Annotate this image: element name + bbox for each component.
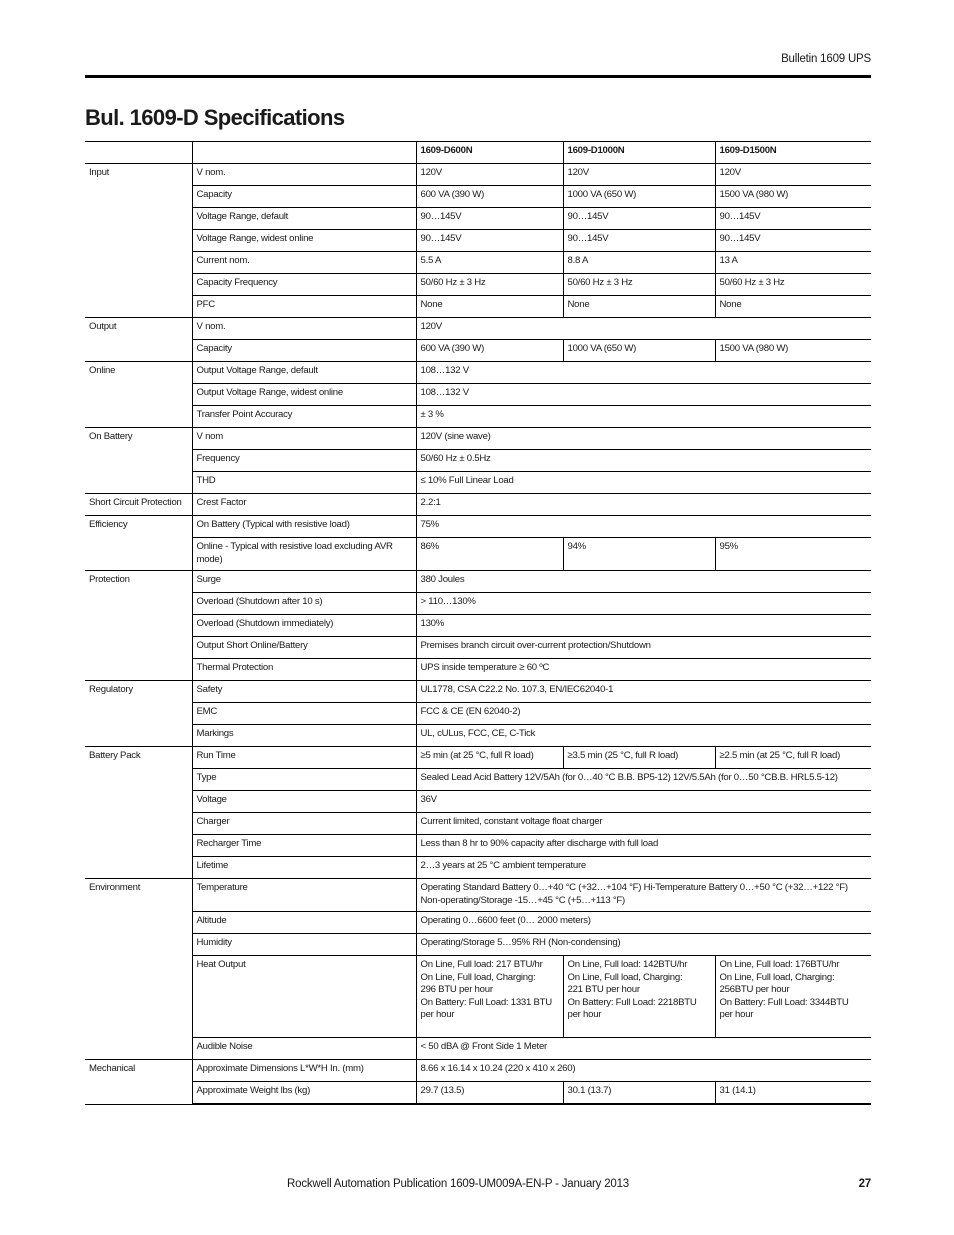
value-cell-spanning: FCC & CE (EN 62040-2) bbox=[416, 703, 871, 725]
category-cell: Online bbox=[85, 362, 192, 428]
value-cell: 50/60 Hz ± 3 Hz bbox=[563, 274, 715, 296]
value-cell: 90…145V bbox=[416, 230, 563, 252]
value-cell-spanning: Operating 0…6600 feet (0… 2000 meters) bbox=[416, 912, 871, 934]
spec-row bbox=[85, 296, 871, 318]
spec-row bbox=[85, 813, 871, 835]
spec-row bbox=[85, 725, 871, 747]
value-cell: 1000 VA (650 W) bbox=[563, 186, 715, 208]
spec-row bbox=[85, 637, 871, 659]
spec-row bbox=[85, 472, 871, 494]
parameter-cell: Voltage bbox=[192, 791, 416, 813]
parameter-cell: Approximate Dimensions L*W*H In. (mm) bbox=[192, 1060, 416, 1082]
value-cell: On Line, Full load: 176BTU/hr On Line, Full load, Charging: 256BTU per hour On Battery: Full Load: 3344BTU per hour bbox=[715, 956, 871, 1038]
model-header: 1609-D600N bbox=[416, 142, 563, 164]
parameter-cell: EMC bbox=[192, 703, 416, 725]
parameter-cell: Heat Output bbox=[192, 956, 416, 1038]
parameter-cell: Thermal Protection bbox=[192, 659, 416, 681]
spec-row bbox=[85, 934, 871, 956]
spec-row bbox=[85, 384, 871, 406]
value-cell-spanning: 120V bbox=[416, 318, 871, 340]
value-cell-spanning: ≤ 10% Full Linear Load bbox=[416, 472, 871, 494]
parameter-cell: Capacity bbox=[192, 340, 416, 362]
value-cell-spanning: Operating Standard Battery 0…+40 °C (+32…+104 °F) Hi-Temperature Battery 0…+50 °C (+32…+122 °F) Non-operating/Storage -15…+45 °C (+5…+113 °F) bbox=[416, 879, 871, 912]
spec-row bbox=[85, 186, 871, 208]
value-cell: 31 (14.1) bbox=[715, 1082, 871, 1105]
spec-row bbox=[85, 450, 871, 472]
value-cell: ≥5 min (at 25 °C, full R load) bbox=[416, 747, 563, 769]
parameter-cell: Current nom. bbox=[192, 252, 416, 274]
model-header: 1609-D1500N bbox=[715, 142, 871, 164]
spec-row bbox=[85, 164, 871, 186]
parameter-cell: Audible Noise bbox=[192, 1038, 416, 1060]
value-cell-spanning: Operating/Storage 5…95% RH (Non-condensing) bbox=[416, 934, 871, 956]
parameter-cell: V nom. bbox=[192, 164, 416, 186]
model-header-row bbox=[85, 142, 871, 164]
category-cell: Protection bbox=[85, 571, 192, 681]
value-cell: 90…145V bbox=[715, 230, 871, 252]
value-cell-spanning: 50/60 Hz ± 0.5Hz bbox=[416, 450, 871, 472]
spec-row bbox=[85, 879, 871, 912]
value-cell-spanning: > 110…130% bbox=[416, 593, 871, 615]
parameter-cell: Altitude bbox=[192, 912, 416, 934]
value-cell: 90…145V bbox=[563, 230, 715, 252]
parameter-cell: Voltage Range, widest online bbox=[192, 230, 416, 252]
parameter-cell: Charger bbox=[192, 813, 416, 835]
category-cell: Input bbox=[85, 164, 192, 318]
value-cell: ≥3.5 min (25 °C, full R load) bbox=[563, 747, 715, 769]
value-cell: 8.8 A bbox=[563, 252, 715, 274]
value-cell: 50/60 Hz ± 3 Hz bbox=[416, 274, 563, 296]
value-cell: 90…145V bbox=[715, 208, 871, 230]
blank-header-cell bbox=[192, 142, 416, 164]
running-header: Bulletin 1609 UPS bbox=[781, 53, 871, 65]
parameter-cell: Output Voltage Range, default bbox=[192, 362, 416, 384]
spec-row bbox=[85, 593, 871, 615]
specifications-table bbox=[85, 141, 871, 1105]
value-cell: 29.7 (13.5) bbox=[416, 1082, 563, 1105]
category-cell: Output bbox=[85, 318, 192, 362]
value-cell: On Line, Full load: 142BTU/hr On Line, Full load, Charging: 221 BTU per hour On Battery: Full Load: 2218BTU per hour bbox=[563, 956, 715, 1038]
value-cell: ≥2.5 min (at 25 °C, full R load) bbox=[715, 747, 871, 769]
spec-row bbox=[85, 791, 871, 813]
spec-row bbox=[85, 956, 871, 1038]
value-cell: 1500 VA (980 W) bbox=[715, 186, 871, 208]
value-cell-spanning: < 50 dBA @ Front Side 1 Meter bbox=[416, 1038, 871, 1060]
value-cell: 1000 VA (650 W) bbox=[563, 340, 715, 362]
value-cell: 86% bbox=[416, 538, 563, 571]
parameter-cell: Recharger Time bbox=[192, 835, 416, 857]
value-cell-spanning: 120V (sine wave) bbox=[416, 428, 871, 450]
category-cell: Environment bbox=[85, 879, 192, 1060]
parameter-cell: Crest Factor bbox=[192, 494, 416, 516]
category-cell: Efficiency bbox=[85, 516, 192, 571]
value-cell: 50/60 Hz ± 3 Hz bbox=[715, 274, 871, 296]
parameter-cell: Overload (Shutdown immediately) bbox=[192, 615, 416, 637]
spec-row bbox=[85, 494, 871, 516]
spec-row bbox=[85, 769, 871, 791]
value-cell-spanning: ± 3 % bbox=[416, 406, 871, 428]
value-cell-spanning: UL, cULus, FCC, CE, C-Tick bbox=[416, 725, 871, 747]
value-cell-spanning: UPS inside temperature ≥ 60 ºC bbox=[416, 659, 871, 681]
spec-row bbox=[85, 406, 871, 428]
parameter-cell: V nom. bbox=[192, 318, 416, 340]
value-cell: 120V bbox=[715, 164, 871, 186]
value-cell-spanning: Sealed Lead Acid Battery 12V/5Ah (for 0…40 °C B.B. BP5-12) 12V/5.5Ah (for 0…50 °CB.B. HRL5.5-12) bbox=[416, 769, 871, 791]
value-cell-spanning: 108…132 V bbox=[416, 384, 871, 406]
value-cell: None bbox=[563, 296, 715, 318]
spec-row bbox=[85, 362, 871, 384]
value-cell: None bbox=[715, 296, 871, 318]
parameter-cell: Type bbox=[192, 769, 416, 791]
spec-row bbox=[85, 615, 871, 637]
parameter-cell: Markings bbox=[192, 725, 416, 747]
spec-row bbox=[85, 659, 871, 681]
parameter-cell: Output Short Online/Battery bbox=[192, 637, 416, 659]
value-cell: 600 VA (390 W) bbox=[416, 340, 563, 362]
parameter-cell: Overload (Shutdown after 10 s) bbox=[192, 593, 416, 615]
category-cell: Battery Pack bbox=[85, 747, 192, 879]
value-cell-spanning: 75% bbox=[416, 516, 871, 538]
value-cell-spanning: 36V bbox=[416, 791, 871, 813]
parameter-cell: Transfer Point Accuracy bbox=[192, 406, 416, 428]
spec-row bbox=[85, 538, 871, 571]
spec-row bbox=[85, 681, 871, 703]
publication-info: Rockwell Automation Publication 1609-UM009A-EN-P - January 2013 bbox=[287, 1178, 629, 1190]
spec-row bbox=[85, 274, 871, 296]
spec-row bbox=[85, 857, 871, 879]
value-cell: 600 VA (390 W) bbox=[416, 186, 563, 208]
spec-row bbox=[85, 428, 871, 450]
parameter-cell: Run Time bbox=[192, 747, 416, 769]
spec-row bbox=[85, 703, 871, 725]
spec-row bbox=[85, 835, 871, 857]
spec-row bbox=[85, 571, 871, 593]
spec-row bbox=[85, 230, 871, 252]
value-cell: None bbox=[416, 296, 563, 318]
parameter-cell: THD bbox=[192, 472, 416, 494]
value-cell-spanning: 8.66 x 16.14 x 10.24 (220 x 410 x 260) bbox=[416, 1060, 871, 1082]
category-cell: On Battery bbox=[85, 428, 192, 494]
value-cell: 94% bbox=[563, 538, 715, 571]
parameter-cell: Approximate Weight lbs (kg) bbox=[192, 1082, 416, 1105]
parameter-cell: PFC bbox=[192, 296, 416, 318]
value-cell-spanning: Premises branch circuit over-current protection/Shutdown bbox=[416, 637, 871, 659]
parameter-cell: Capacity Frequency bbox=[192, 274, 416, 296]
parameter-cell: Voltage Range, default bbox=[192, 208, 416, 230]
value-cell: 90…145V bbox=[563, 208, 715, 230]
parameter-cell: Frequency bbox=[192, 450, 416, 472]
value-cell-spanning: 2.2:1 bbox=[416, 494, 871, 516]
parameter-cell: Safety bbox=[192, 681, 416, 703]
header-rule bbox=[85, 75, 871, 78]
spec-row bbox=[85, 1038, 871, 1060]
value-cell-spanning: UL1778, CSA C22.2 No. 107.3, EN/IEC62040-1 bbox=[416, 681, 871, 703]
value-cell: 95% bbox=[715, 538, 871, 571]
spec-row bbox=[85, 747, 871, 769]
value-cell-spanning: 380 Joules bbox=[416, 571, 871, 593]
parameter-cell: On Battery (Typical with resistive load) bbox=[192, 516, 416, 538]
value-cell-spanning: Current limited, constant voltage float charger bbox=[416, 813, 871, 835]
value-cell: 120V bbox=[563, 164, 715, 186]
parameter-cell: Online - Typical with resistive load excluding AVR mode) bbox=[192, 538, 416, 571]
spec-row bbox=[85, 340, 871, 362]
page-title: Bul. 1609-D Specifications bbox=[85, 105, 345, 130]
value-cell: 13 A bbox=[715, 252, 871, 274]
parameter-cell: Capacity bbox=[192, 186, 416, 208]
category-cell: Short Circuit Protection bbox=[85, 494, 192, 516]
spec-row bbox=[85, 1082, 871, 1105]
blank-header-cell bbox=[85, 142, 192, 164]
value-cell: 30.1 (13.7) bbox=[563, 1082, 715, 1105]
value-cell: 120V bbox=[416, 164, 563, 186]
parameter-cell: V nom bbox=[192, 428, 416, 450]
parameter-cell: Surge bbox=[192, 571, 416, 593]
page-number: 27 bbox=[858, 1178, 871, 1190]
spec-row bbox=[85, 516, 871, 538]
value-cell: 5.5 A bbox=[416, 252, 563, 274]
value-cell: 90…145V bbox=[416, 208, 563, 230]
spec-row bbox=[85, 318, 871, 340]
value-cell-spanning: 108…132 V bbox=[416, 362, 871, 384]
value-cell-spanning: Less than 8 hr to 90% capacity after discharge with full load bbox=[416, 835, 871, 857]
parameter-cell: Output Voltage Range, widest online bbox=[192, 384, 416, 406]
spec-row bbox=[85, 912, 871, 934]
parameter-cell: Lifetime bbox=[192, 857, 416, 879]
parameter-cell: Temperature bbox=[192, 879, 416, 912]
value-cell: On Line, Full load: 217 BTU/hr On Line, Full load, Charging: 296 BTU per hour On Battery: Full Load: 1331 BTU per hour bbox=[416, 956, 563, 1038]
value-cell: 1500 VA (980 W) bbox=[715, 340, 871, 362]
category-cell: Regulatory bbox=[85, 681, 192, 747]
spec-row bbox=[85, 252, 871, 274]
model-header: 1609-D1000N bbox=[563, 142, 715, 164]
value-cell-spanning: 2…3 years at 25 °C ambient temperature bbox=[416, 857, 871, 879]
value-cell-spanning: 130% bbox=[416, 615, 871, 637]
category-cell: Mechanical bbox=[85, 1060, 192, 1105]
parameter-cell: Humidity bbox=[192, 934, 416, 956]
spec-row bbox=[85, 208, 871, 230]
spec-row bbox=[85, 1060, 871, 1082]
